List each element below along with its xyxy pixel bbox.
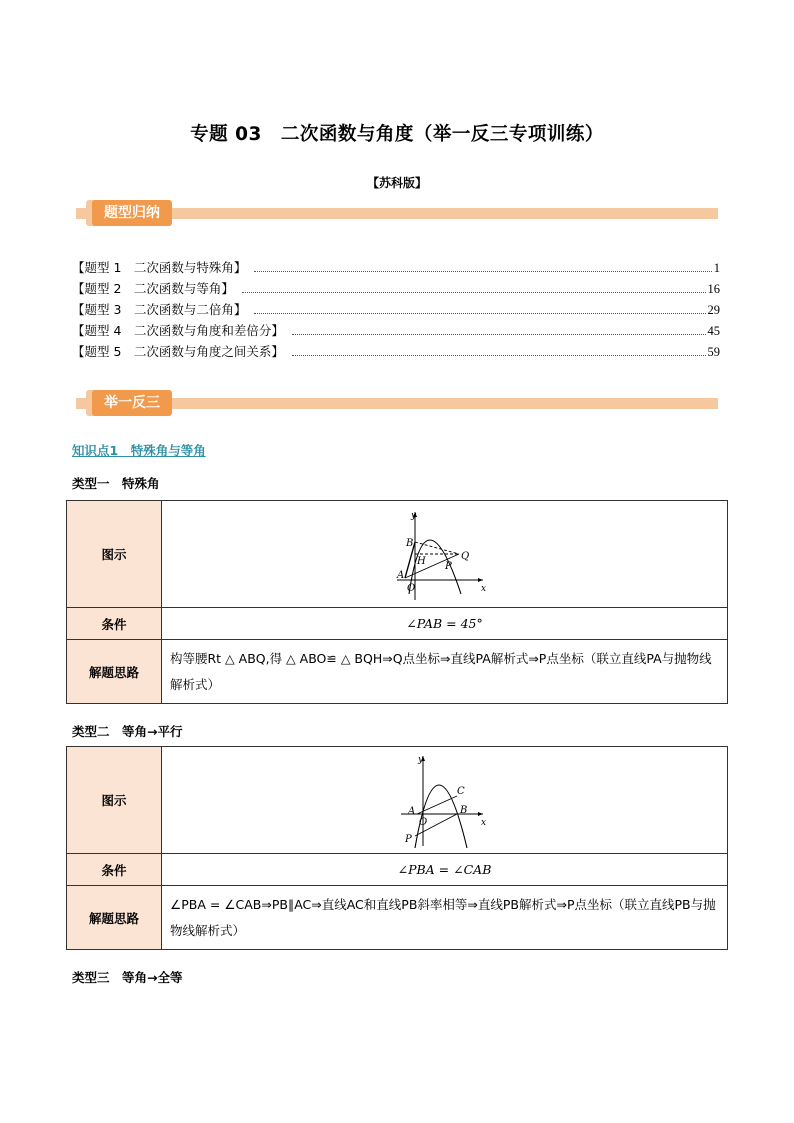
toc-page: 29	[707, 303, 720, 317]
knowledge-point-heading: 知识点1 特殊角与等角	[72, 443, 206, 458]
label-y: y	[410, 511, 416, 521]
toc-row[interactable]	[72, 342, 720, 360]
row-label: 解题思路	[67, 640, 162, 704]
toc-label: 【题型 1 二次函数与特殊角】	[72, 260, 247, 275]
approach-cell: 构等腰Rt △ ABQ,得 △ ABO≌ △ BQH⇒Q点坐标⇒直线PA解析式⇒P点坐标（联立直线PA与抛物线解析式）	[162, 640, 728, 704]
label-c: C	[456, 786, 465, 797]
row-label: 图示	[67, 501, 162, 608]
type-heading: 类型二 等角→平行	[72, 724, 183, 739]
approach-cell: ∠PBA = ∠CAB⇒PB∥AC⇒直线AC和直线PB斜率相等⇒直线PB解析式⇒P点坐标（联立直线PB与抛物线解析式）	[162, 886, 728, 950]
toc-leader	[242, 291, 706, 293]
label-p: P	[404, 834, 412, 845]
label-b: B	[459, 805, 467, 816]
toc-leader	[254, 312, 705, 314]
label-o: O	[418, 817, 427, 828]
type-table	[66, 746, 728, 950]
toc-page: 45	[707, 324, 720, 338]
label-p: P	[444, 561, 452, 572]
toc-page: 1	[713, 261, 720, 275]
type-heading: 类型一 特殊角	[72, 476, 160, 491]
section-label-question-types: 题型归纳	[92, 200, 172, 226]
toc-row[interactable]	[72, 279, 720, 297]
toc-label: 【题型 3 二次函数与二倍角】	[72, 302, 247, 317]
toc-leader	[292, 333, 706, 335]
toc-label: 【题型 5 二次函数与角度之间关系】	[72, 344, 284, 359]
page-subtitle: 【苏科版】	[366, 176, 427, 190]
label-a: A	[407, 806, 415, 817]
label-a: A	[396, 570, 404, 581]
section-band	[76, 398, 718, 409]
parabola-figure	[395, 506, 495, 602]
label-x: x	[480, 818, 486, 828]
toc-leader	[254, 270, 711, 272]
page-title: 专题 03 二次函数与角度（举一反三专项训练）	[190, 124, 604, 145]
label-y: y	[417, 755, 423, 765]
label-x: x	[480, 584, 486, 594]
section-label-examples: 举一反三	[92, 390, 172, 416]
label-h: H	[416, 556, 426, 567]
parabola-curve	[406, 540, 461, 594]
label-q: Q	[460, 551, 469, 562]
x-axis-arrow	[478, 812, 483, 816]
parabola-figure	[395, 750, 495, 850]
condition-cell: ∠PAB = 45°	[162, 608, 728, 640]
label-o: O	[406, 583, 415, 594]
figure-cell	[162, 747, 728, 854]
toc-label: 【题型 4 二次函数与角度和差倍分】	[72, 323, 284, 338]
row-label: 解题思路	[67, 886, 162, 950]
type-heading: 类型三 等角→全等	[72, 970, 183, 985]
row-label: 图示	[67, 747, 162, 854]
label-b: B	[405, 538, 413, 549]
toc-row[interactable]	[72, 258, 720, 276]
figure-cell	[162, 501, 728, 608]
x-axis-arrow	[478, 578, 483, 582]
type-table	[66, 500, 728, 704]
section-band	[76, 208, 718, 219]
toc-leader	[292, 354, 706, 356]
toc-row[interactable]	[72, 321, 720, 339]
toc-page: 16	[707, 282, 720, 296]
toc-page: 59	[707, 345, 720, 359]
row-label: 条件	[67, 608, 162, 640]
toc-label: 【题型 2 二次函数与等角】	[72, 281, 234, 296]
condition-cell: ∠PBA = ∠CAB	[162, 854, 728, 886]
toc-row[interactable]	[72, 300, 720, 318]
row-label: 条件	[67, 854, 162, 886]
